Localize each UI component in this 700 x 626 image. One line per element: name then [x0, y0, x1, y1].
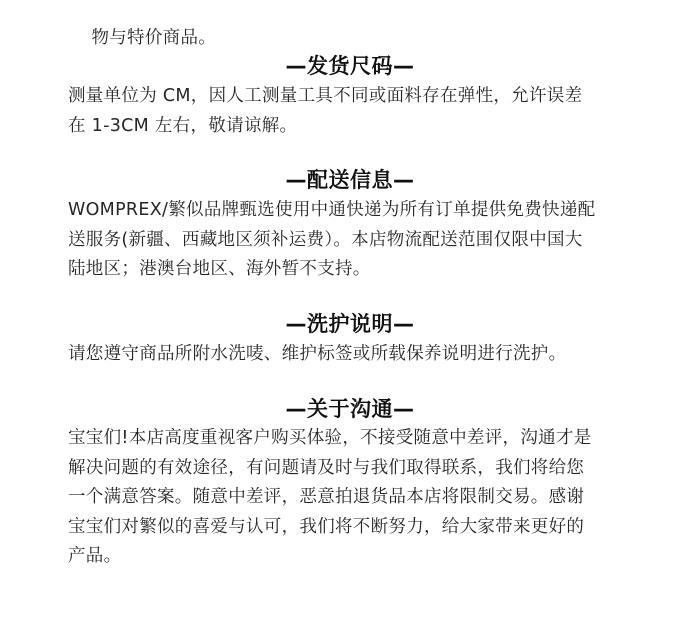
shipping-size-heading: —发货尺码—: [285, 54, 415, 78]
care-instructions-text: [68, 340, 640, 370]
text-line: 在 1-3CM 左右，敬请谅解。: [68, 115, 298, 136]
shipping-size-text: [68, 82, 640, 141]
delivery-info-text: [68, 196, 640, 285]
text-line: 宝宝们对繁似的喜爱与认可，我们将不断努力，给大家带来更好的: [68, 516, 585, 537]
text-line: 陆地区；港澳台地区、海外暂不支持。: [68, 259, 371, 279]
text-line: 请您遵守商品所附水洗唛、维护标签或所载保养说明进行洗护。: [68, 344, 567, 364]
text-line: 送服务(新疆、西藏地区须补运费）。本店物流配送范围仅限中国大: [68, 229, 583, 250]
text-line: WOMPREX/繁似品牌甄选使用中通快递为所有订单提供免费快递配: [68, 200, 596, 220]
text-line: 一个满意答案。随意中差评，恶意拍退货品本店将限制交易。感谢: [68, 487, 585, 507]
text-line: 解决问题的有效途径，有问题请及时与我们取得联系，我们将给您: [68, 457, 585, 478]
intro-line: 物与特价商品。: [91, 27, 217, 48]
communication-text: [68, 424, 640, 572]
text-line: 测量单位为 CM，因人工测量工具不同或面料存在弹性，允许误差: [68, 86, 583, 106]
delivery-info-heading: —配送信息—: [285, 168, 415, 192]
text-line: 宝宝们!本店高度重视客户购买体验，不接受随意中差评，沟通才是: [68, 428, 592, 448]
text-line: 产品。: [68, 546, 122, 566]
care-instructions-heading: —洗护说明—: [285, 312, 415, 336]
communication-heading: —关于沟通—: [285, 397, 415, 421]
